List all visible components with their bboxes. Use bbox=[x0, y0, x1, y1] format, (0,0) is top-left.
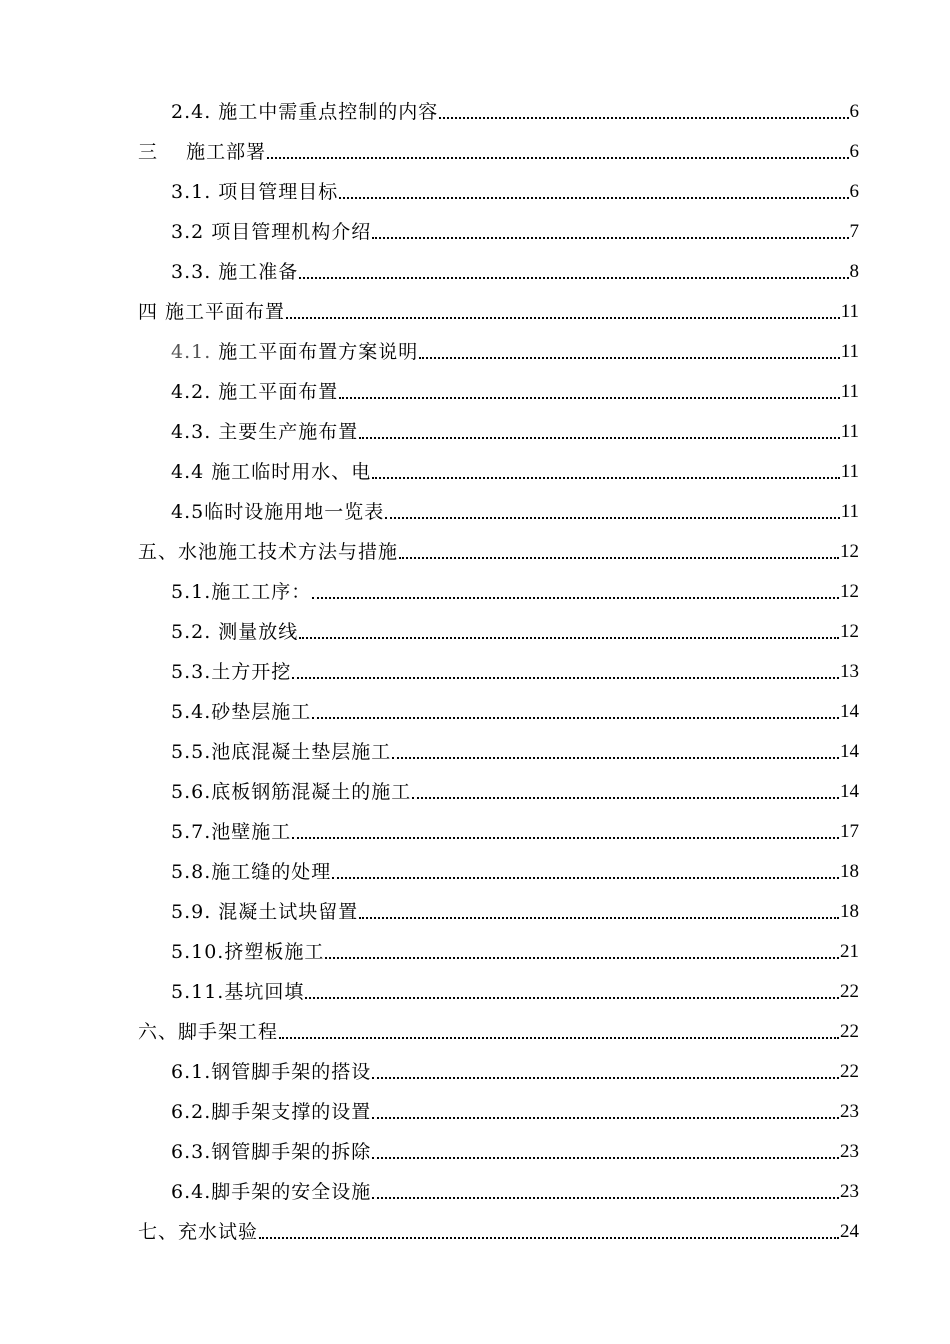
toc-entry-number: 3.3. bbox=[171, 261, 219, 283]
dot-leader bbox=[399, 557, 839, 559]
toc-entry-title: 底板钢筋混凝土的施工 bbox=[211, 781, 412, 803]
toc-entry-title: 主要生产施布置 bbox=[218, 421, 359, 443]
toc-entry-number: 4.1. bbox=[171, 341, 219, 363]
dot-leader bbox=[392, 757, 839, 759]
dot-leader bbox=[267, 157, 848, 159]
dot-leader bbox=[372, 1197, 839, 1199]
toc-entry-title: 池底混凝土垫层施工 bbox=[211, 741, 392, 763]
toc-entry-title: 项目管理机构介绍 bbox=[211, 221, 372, 243]
toc-entry-number: 6.3. bbox=[171, 1141, 212, 1163]
toc-entry-number: 5.2. bbox=[171, 621, 219, 643]
toc-entry-page: 14 bbox=[840, 781, 859, 802]
toc-entry-page: 17 bbox=[840, 821, 859, 842]
dot-leader bbox=[339, 397, 839, 399]
toc-entry-5-8[interactable] bbox=[171, 852, 859, 884]
toc-entry-5-4[interactable] bbox=[171, 692, 859, 724]
toc-entry-number: 6.4. bbox=[171, 1181, 212, 1203]
toc-entry-page: 21 bbox=[840, 941, 859, 962]
toc-entry-6-4[interactable] bbox=[171, 1172, 859, 1204]
toc-entry-number: 4.5 bbox=[171, 501, 205, 523]
dot-leader bbox=[412, 797, 839, 799]
toc-entry-5-6[interactable] bbox=[171, 772, 859, 804]
toc-entry-title: 充水试验 bbox=[178, 1221, 259, 1243]
toc-entry-page: 12 bbox=[840, 621, 859, 642]
toc-entry-number: 四 bbox=[138, 301, 166, 323]
toc-entry-page: 11 bbox=[840, 461, 859, 482]
toc-entry-4-1[interactable] bbox=[171, 332, 859, 364]
toc-entry-number: 5.11. bbox=[171, 981, 225, 1003]
toc-entry-title: 基坑回填 bbox=[224, 981, 305, 1003]
toc-entry-page: 11 bbox=[840, 301, 859, 322]
toc-entry-page: 23 bbox=[840, 1101, 859, 1122]
toc-entry-number: 6.2. bbox=[171, 1101, 212, 1123]
toc-entry-number: 4.3. bbox=[171, 421, 219, 443]
toc-entry-number: 4.2. bbox=[171, 381, 219, 403]
toc-entry-title: 施工部署 bbox=[186, 141, 267, 163]
dot-leader bbox=[259, 1237, 839, 1239]
dot-leader bbox=[332, 877, 839, 879]
toc-entry-title: 施工临时用水、电 bbox=[211, 461, 372, 483]
toc-entry-title: 混凝土试块留置 bbox=[218, 901, 359, 923]
toc-entry-title: 钢管脚手架的拆除 bbox=[211, 1141, 372, 1163]
dot-leader bbox=[372, 1117, 839, 1119]
toc-entry-number: 4.4 bbox=[171, 461, 212, 483]
toc-entry-title: 挤塑板施工 bbox=[224, 941, 325, 963]
toc-entry-page: 6 bbox=[849, 101, 859, 122]
dot-leader bbox=[339, 197, 848, 199]
toc-entry-title: 脚手架支撑的设置 bbox=[211, 1101, 372, 1123]
toc-entry-title: 施工准备 bbox=[218, 261, 299, 283]
toc-entry-page: 11 bbox=[840, 421, 859, 442]
dot-leader bbox=[292, 677, 839, 679]
toc-entry-title: 项目管理目标 bbox=[218, 181, 339, 203]
toc-entry-title: 测量放线 bbox=[218, 621, 299, 643]
toc-entry-5-3[interactable] bbox=[171, 652, 859, 684]
toc-entry-title: 施工平面布置 bbox=[165, 301, 286, 323]
toc-entry-page: 14 bbox=[840, 701, 859, 722]
dot-leader bbox=[305, 997, 839, 999]
toc-entry-number: 5.8. bbox=[171, 861, 212, 883]
toc-entry-page: 12 bbox=[840, 541, 859, 562]
toc-entry-5-2[interactable] bbox=[171, 612, 859, 644]
toc-entry-4-3[interactable] bbox=[171, 412, 859, 444]
toc-entry-3-1[interactable] bbox=[171, 172, 859, 204]
toc-entry-number: 5.7. bbox=[171, 821, 212, 843]
toc-entry-number: 5.3. bbox=[171, 661, 212, 683]
toc-entry-2-4[interactable] bbox=[171, 92, 859, 124]
toc-entry-page: 18 bbox=[840, 901, 859, 922]
toc-entry-number: 3.2 bbox=[171, 221, 212, 243]
toc-entry-number: 6.1. bbox=[171, 1061, 212, 1083]
toc-entry-number: 三 bbox=[138, 141, 187, 163]
dot-leader bbox=[439, 117, 848, 119]
dot-leader bbox=[286, 317, 840, 319]
toc-entry-title: 施工中需重点控制的内容 bbox=[218, 101, 439, 123]
toc-entry-title: 钢管脚手架的搭设 bbox=[211, 1061, 372, 1083]
toc-entry-page: 8 bbox=[849, 261, 859, 282]
dot-leader bbox=[312, 717, 839, 719]
dot-leader bbox=[372, 237, 848, 239]
dot-leader bbox=[325, 957, 839, 959]
toc-entry-number: 5.10. bbox=[171, 941, 225, 963]
toc-entry-page: 7 bbox=[849, 221, 859, 242]
toc-entry-page: 24 bbox=[840, 1221, 859, 1242]
toc-entry-3-2[interactable] bbox=[171, 212, 859, 244]
toc-entry-title: 池壁施工 bbox=[211, 821, 292, 843]
toc-entry-title: 临时设施用地一览表 bbox=[204, 501, 385, 523]
dot-leader bbox=[312, 597, 839, 599]
dot-leader bbox=[372, 477, 839, 479]
toc-entry-page: 22 bbox=[840, 1061, 859, 1082]
toc-entry-3-3[interactable] bbox=[171, 252, 859, 284]
toc-entry-number: 六、 bbox=[138, 1021, 179, 1043]
toc-entry-title: 砂垫层施工 bbox=[211, 701, 312, 723]
toc-entry-6-2[interactable] bbox=[171, 1092, 859, 1124]
toc-entry-page: 22 bbox=[840, 981, 859, 1002]
toc-entry-number: 3.1. bbox=[171, 181, 219, 203]
toc-entry-title: 施工缝的处理 bbox=[211, 861, 332, 883]
dot-leader bbox=[299, 637, 839, 639]
dot-leader bbox=[292, 837, 839, 839]
toc-entry-page: 18 bbox=[840, 861, 859, 882]
dot-leader bbox=[372, 1157, 839, 1159]
toc-entry-page: 23 bbox=[840, 1141, 859, 1162]
toc-entry-page: 6 bbox=[849, 181, 859, 202]
toc-entry-number: 5.9. bbox=[171, 901, 219, 923]
toc-entry-5-9[interactable] bbox=[171, 892, 859, 924]
toc-entry-number: 5.6. bbox=[171, 781, 212, 803]
toc-entry-number: 2.4. bbox=[171, 101, 219, 123]
toc-entry-number: 5.1. bbox=[171, 581, 212, 603]
toc-entry-page: 11 bbox=[840, 341, 859, 362]
toc-entry-4-2[interactable] bbox=[171, 372, 859, 404]
toc-entry-number: 七、 bbox=[138, 1221, 179, 1243]
dot-leader bbox=[299, 277, 848, 279]
toc-entry-page: 12 bbox=[840, 581, 859, 602]
dot-leader bbox=[419, 357, 839, 359]
toc-entry-6-1[interactable] bbox=[171, 1052, 859, 1084]
dot-leader bbox=[279, 1037, 839, 1039]
toc-entry-section-3[interactable] bbox=[138, 132, 859, 164]
dot-leader bbox=[359, 917, 839, 919]
toc-entry-5-5[interactable] bbox=[171, 732, 859, 764]
toc-entry-title: 施工平面布置方案说明 bbox=[218, 341, 419, 363]
toc-entry-title: 水池施工技术方法与措施 bbox=[178, 541, 399, 563]
toc-entry-5-11[interactable] bbox=[171, 972, 859, 1004]
toc-entry-section-5[interactable] bbox=[138, 532, 859, 564]
toc-entry-5-10[interactable] bbox=[171, 932, 859, 964]
toc-entry-title: 施工平面布置 bbox=[218, 381, 339, 403]
toc-entry-section-6[interactable] bbox=[138, 1012, 859, 1044]
toc-entry-page: 13 bbox=[840, 661, 859, 682]
toc-entry-page: 6 bbox=[849, 141, 859, 162]
toc-entry-title: 脚手架的安全设施 bbox=[211, 1181, 372, 1203]
toc-entry-number: 5.4. bbox=[171, 701, 212, 723]
toc-entry-section-4[interactable] bbox=[138, 292, 859, 324]
dot-leader bbox=[385, 517, 839, 519]
dot-leader bbox=[372, 1077, 839, 1079]
toc-entry-4-5[interactable] bbox=[171, 492, 859, 524]
toc-entry-title: 土方开挖 bbox=[211, 661, 292, 683]
toc-entry-6-3[interactable] bbox=[171, 1132, 859, 1164]
toc-entry-title: 脚手架工程 bbox=[178, 1021, 279, 1043]
toc-entry-page: 14 bbox=[840, 741, 859, 762]
toc-entry-page: 22 bbox=[840, 1021, 859, 1042]
toc-entry-5-1[interactable] bbox=[171, 572, 859, 604]
toc-entry-page: 23 bbox=[840, 1181, 859, 1202]
toc-entry-number: 五、 bbox=[138, 541, 179, 563]
toc-entry-number: 5.5. bbox=[171, 741, 212, 763]
toc-entry-page: 11 bbox=[840, 501, 859, 522]
toc-entry-section-7[interactable] bbox=[138, 1212, 859, 1244]
dot-leader bbox=[359, 437, 839, 439]
toc-entry-title: 施工工序： bbox=[211, 581, 312, 603]
toc-entry-4-4[interactable] bbox=[171, 452, 859, 484]
toc-entry-page: 11 bbox=[840, 381, 859, 402]
toc-entry-5-7[interactable] bbox=[171, 812, 859, 844]
